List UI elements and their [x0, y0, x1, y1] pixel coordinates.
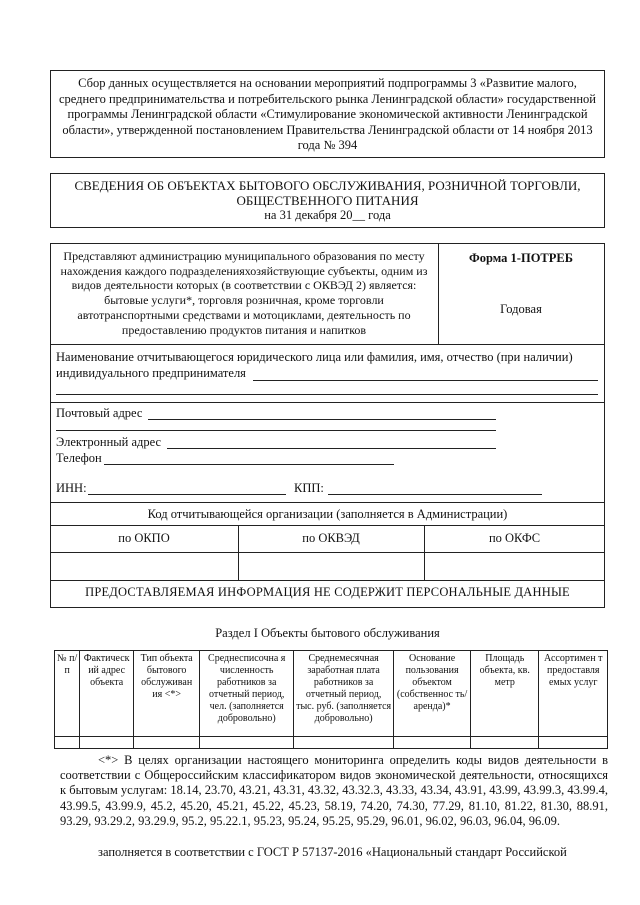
footnote-gost: заполняется в соответствии с ГОСТ Р 57137-2016 «Национальный стандарт Российской — [98, 845, 567, 859]
form-divider-5 — [50, 552, 605, 553]
form-divider-4 — [50, 525, 605, 526]
postal-field-2[interactable] — [56, 430, 496, 431]
phone-field[interactable] — [104, 464, 394, 465]
kpp-field[interactable] — [328, 494, 542, 495]
entity-name-field[interactable] — [253, 380, 598, 381]
intro-box — [50, 70, 605, 158]
table-row — [55, 737, 608, 749]
title-line2: ОБЩЕСТВЕННОГО ПИТАНИЯ — [236, 193, 419, 208]
title-box — [50, 173, 605, 228]
personal-data-notice: ПРЕДОСТАВЛЯЕМАЯ ИНФОРМАЦИЯ НЕ СОДЕРЖИТ ПЕРСОНАЛЬНЫЕ ДАННЫЕ — [85, 585, 570, 599]
report-date: на 31 декабря 20__ года — [264, 208, 391, 222]
col-usage-basis: Основание пользования объектом (собственнос ть/аренда)* — [394, 651, 471, 737]
col-services: Ассортимен т предоставля емых услуг — [539, 651, 608, 737]
codes-header: Код отчитывающейся организации (заполняется в Администрации) — [147, 507, 508, 521]
email-label: Электронный адрес — [56, 435, 162, 449]
cell-area[interactable] — [471, 737, 539, 749]
inn-field[interactable] — [88, 494, 286, 495]
form-divider-3 — [50, 502, 605, 503]
entity-name-field-2[interactable] — [56, 394, 598, 395]
footnote-codes: <*> В целях организации настоящего мониторинга определить коды видов деятельности в соответствии с Общероссийским классификатором видов экономической деятельности, относящихся к бытовым услугам: 18.14, 23.70, 43.21, 43.31, 43.32, 43.32.3, 43.33, 43.34, 43.91, 43.99, 43.99.3, 43.99.4, 43.99.5, 43.99.9, 45.2, 45.20, 45.21, 45.22, 45.23, 58.19, 74.20, 74.30, 77.29, 81.10, 81.22, 81.30, 88.91, 93.29, 93.29.2, 93.29.9, 95.2, 95.22.1, 95.23, 95.24, 95.25, 95.29, 96.01, 96.02, 96.03, 96.04, 96.09. — [60, 753, 608, 828]
form-period: Годовая — [500, 302, 542, 316]
okfs-label: по ОКФС — [488, 531, 541, 545]
col-headcount: Среднесписочна я численность работников за отчетный период, чел. (заполняется добровольно) — [200, 651, 294, 737]
form-divider-1 — [50, 344, 605, 345]
okpo-value-cell[interactable] — [52, 554, 236, 578]
entity-label-1: Наименование отчитывающегося юридического лица или фамилия, имя, отчество (при наличии) — [56, 350, 573, 364]
col-address: Фактическ ий адрес объекта — [80, 651, 134, 737]
col-type: Тип объекта бытового обслуживан ия <*> — [133, 651, 199, 737]
col-salary: Среднемесячная заработная плата работников за отчетный период, тыс. руб. (заполняется добровольно) — [294, 651, 394, 737]
cell-type[interactable] — [133, 737, 199, 749]
email-field[interactable] — [167, 448, 496, 449]
intro-text: Сбор данных осуществляется на основании мероприятий подпрограммы 3 «Развитие малого, среднего предпринимательства и потребительского рынка Ленинградской области» государственной программы Ленинградской области «Стимулирование экономической активности Ленинградской области», утвержденной постановлением Правительства Ленинградской области от 14 ноября 2013 года № 394 — [59, 76, 596, 152]
cell-number[interactable] — [55, 737, 80, 749]
phone-label: Телефон — [56, 451, 102, 465]
cell-headcount[interactable] — [200, 737, 294, 749]
section1-title: Раздел I Объекты бытового обслуживания — [215, 626, 440, 640]
cell-address[interactable] — [80, 737, 134, 749]
cell-salary[interactable] — [294, 737, 394, 749]
postal-label: Почтовый адрес — [56, 406, 143, 420]
inn-label: ИНН: — [56, 481, 87, 495]
form-vertical-divider — [438, 243, 439, 344]
cell-usage-basis[interactable] — [394, 737, 471, 749]
okpo-label: по ОКПО — [118, 531, 170, 545]
form-divider-6 — [50, 580, 605, 581]
okved-label: по ОКВЭД — [302, 531, 360, 545]
form-name: Форма 1-ПОТРЕБ — [469, 251, 573, 265]
form-divider-2 — [50, 402, 605, 403]
okfs-value-cell[interactable] — [426, 554, 603, 578]
table-header-row — [55, 651, 608, 737]
postal-field[interactable] — [148, 419, 496, 420]
okved-value-cell[interactable] — [240, 554, 422, 578]
title-line1: СВЕДЕНИЯ ОБ ОБЪЕКТАХ БЫТОВОГО ОБСЛУЖИВАНИЯ, РОЗНИЧНОЙ ТОРГОВЛИ, — [74, 178, 581, 193]
entity-label-2: индивидуального предпринимателя — [56, 366, 246, 380]
kpp-label: КПП: — [294, 481, 324, 495]
submitters-text: Представляют администрацию муниципального образования по месту нахождения каждого подразделенияхозяйствующие субъекты, одним из видов деятельности которых (в соответствии с ОКВЭД 2) является: бытовые услуги*, торговля розничная, кроме торговли автотранспортными средствами и мотоциклами, деятельность по предоставлению продуктов питания и напитков — [60, 249, 428, 337]
section1-table — [54, 650, 608, 749]
col-number: № п/п — [55, 651, 80, 737]
col-area: Площадь объекта, кв. метр — [471, 651, 539, 737]
cell-services[interactable] — [539, 737, 608, 749]
